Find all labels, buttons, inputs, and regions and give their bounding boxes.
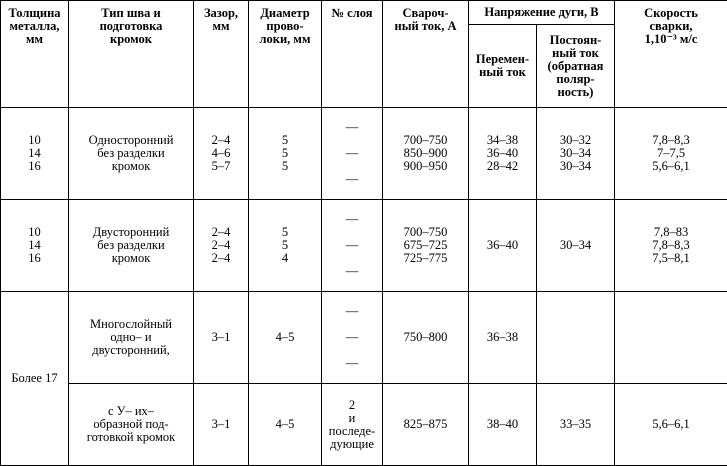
cell-speed: 7,8–8,3 7–7,5 5,6–6,1: [615, 108, 727, 200]
header-voltage-dc: Постоян- ный ток (обратная поляр- ность): [537, 25, 615, 108]
cell-wire-diameter: 4–5: [249, 384, 322, 466]
cell-voltage-dc: [537, 292, 615, 384]
cell-gap: 3–1: [194, 384, 249, 466]
cell-voltage-ac: 38–40: [469, 384, 537, 466]
cell-voltage-ac: 34–38 36–40 28–42: [469, 108, 537, 200]
cell-gap: 3–1: [194, 292, 249, 384]
header-arc-voltage: Напряжение дуги, В: [469, 1, 615, 25]
cell-seam-type: Двусторонний без разделки кромок: [69, 200, 194, 292]
layer-dash: —: [324, 331, 380, 344]
cell-speed: 5,6–6,1: [615, 384, 727, 466]
table-row: [1, 384, 727, 466]
cell-voltage-ac: 36–38: [469, 292, 537, 384]
cell-seam-type: Многослойный одно– и двусторонний,: [69, 292, 194, 384]
cell-speed: 7,8–83 7,8–8,3 7,5–8,1: [615, 200, 727, 292]
table-row: [1, 292, 727, 384]
cell-layer-no: [322, 200, 383, 292]
header-current: Свароч- ный ток, А: [383, 1, 469, 108]
cell-wire-diameter: 4–5: [249, 292, 322, 384]
layer-dash: —: [324, 357, 380, 370]
header-seam-type: Тип шва и подготовка кромок: [69, 1, 194, 108]
cell-voltage-ac: 36–40: [469, 200, 537, 292]
cell-current: 750–800: [383, 292, 469, 384]
table-row: [1, 108, 727, 200]
cell-thickness: Более 17: [1, 292, 69, 466]
cell-voltage-dc: 30–34: [537, 200, 615, 292]
layer-dash: —: [324, 121, 380, 134]
cell-seam-type: с У– их– образной под- готовкой кромок: [69, 384, 194, 466]
layer-dash: —: [324, 239, 380, 252]
header-layer-no: № слоя: [322, 1, 383, 108]
cell-layer-no: [322, 108, 383, 200]
cell-speed: [615, 292, 727, 384]
cell-wire-diameter: 5 5 5: [249, 108, 322, 200]
table-row: [1, 200, 727, 292]
cell-current: 700–750 850–900 900–950: [383, 108, 469, 200]
header-speed: Скорость сварки, 1,10⁻³ м/с: [615, 1, 727, 108]
cell-thickness: 10 14 16: [1, 200, 69, 292]
header-voltage-ac: Перемен- ный ток: [469, 25, 537, 108]
layer-dash: —: [324, 147, 380, 160]
header-gap: Зазор, мм: [194, 1, 249, 108]
layer-dash: —: [324, 265, 380, 278]
cell-gap: 2–4 4–6 5–7: [194, 108, 249, 200]
cell-current: 825–875: [383, 384, 469, 466]
cell-gap: 2–4 2–4 2–4: [194, 200, 249, 292]
cell-wire-diameter: 5 5 4: [249, 200, 322, 292]
layer-dash: —: [324, 173, 380, 186]
cell-current: 700–750 675–725 725–775: [383, 200, 469, 292]
cell-layer-no: [322, 292, 383, 384]
cell-layer-no: 2 и последе- дующие: [322, 384, 383, 466]
layer-dash: —: [324, 305, 380, 318]
header-thickness: Толщина металла, мм: [1, 1, 69, 108]
layer-dash: —: [324, 213, 380, 226]
cell-seam-type: Односторонний без разделки кромок: [69, 108, 194, 200]
cell-voltage-dc: 30–32 30–34 30–34: [537, 108, 615, 200]
cell-voltage-dc: 33–35: [537, 384, 615, 466]
header-wire-diameter: Диаметр прово- локи, мм: [249, 1, 322, 108]
cell-thickness: 10 14 16: [1, 108, 69, 200]
